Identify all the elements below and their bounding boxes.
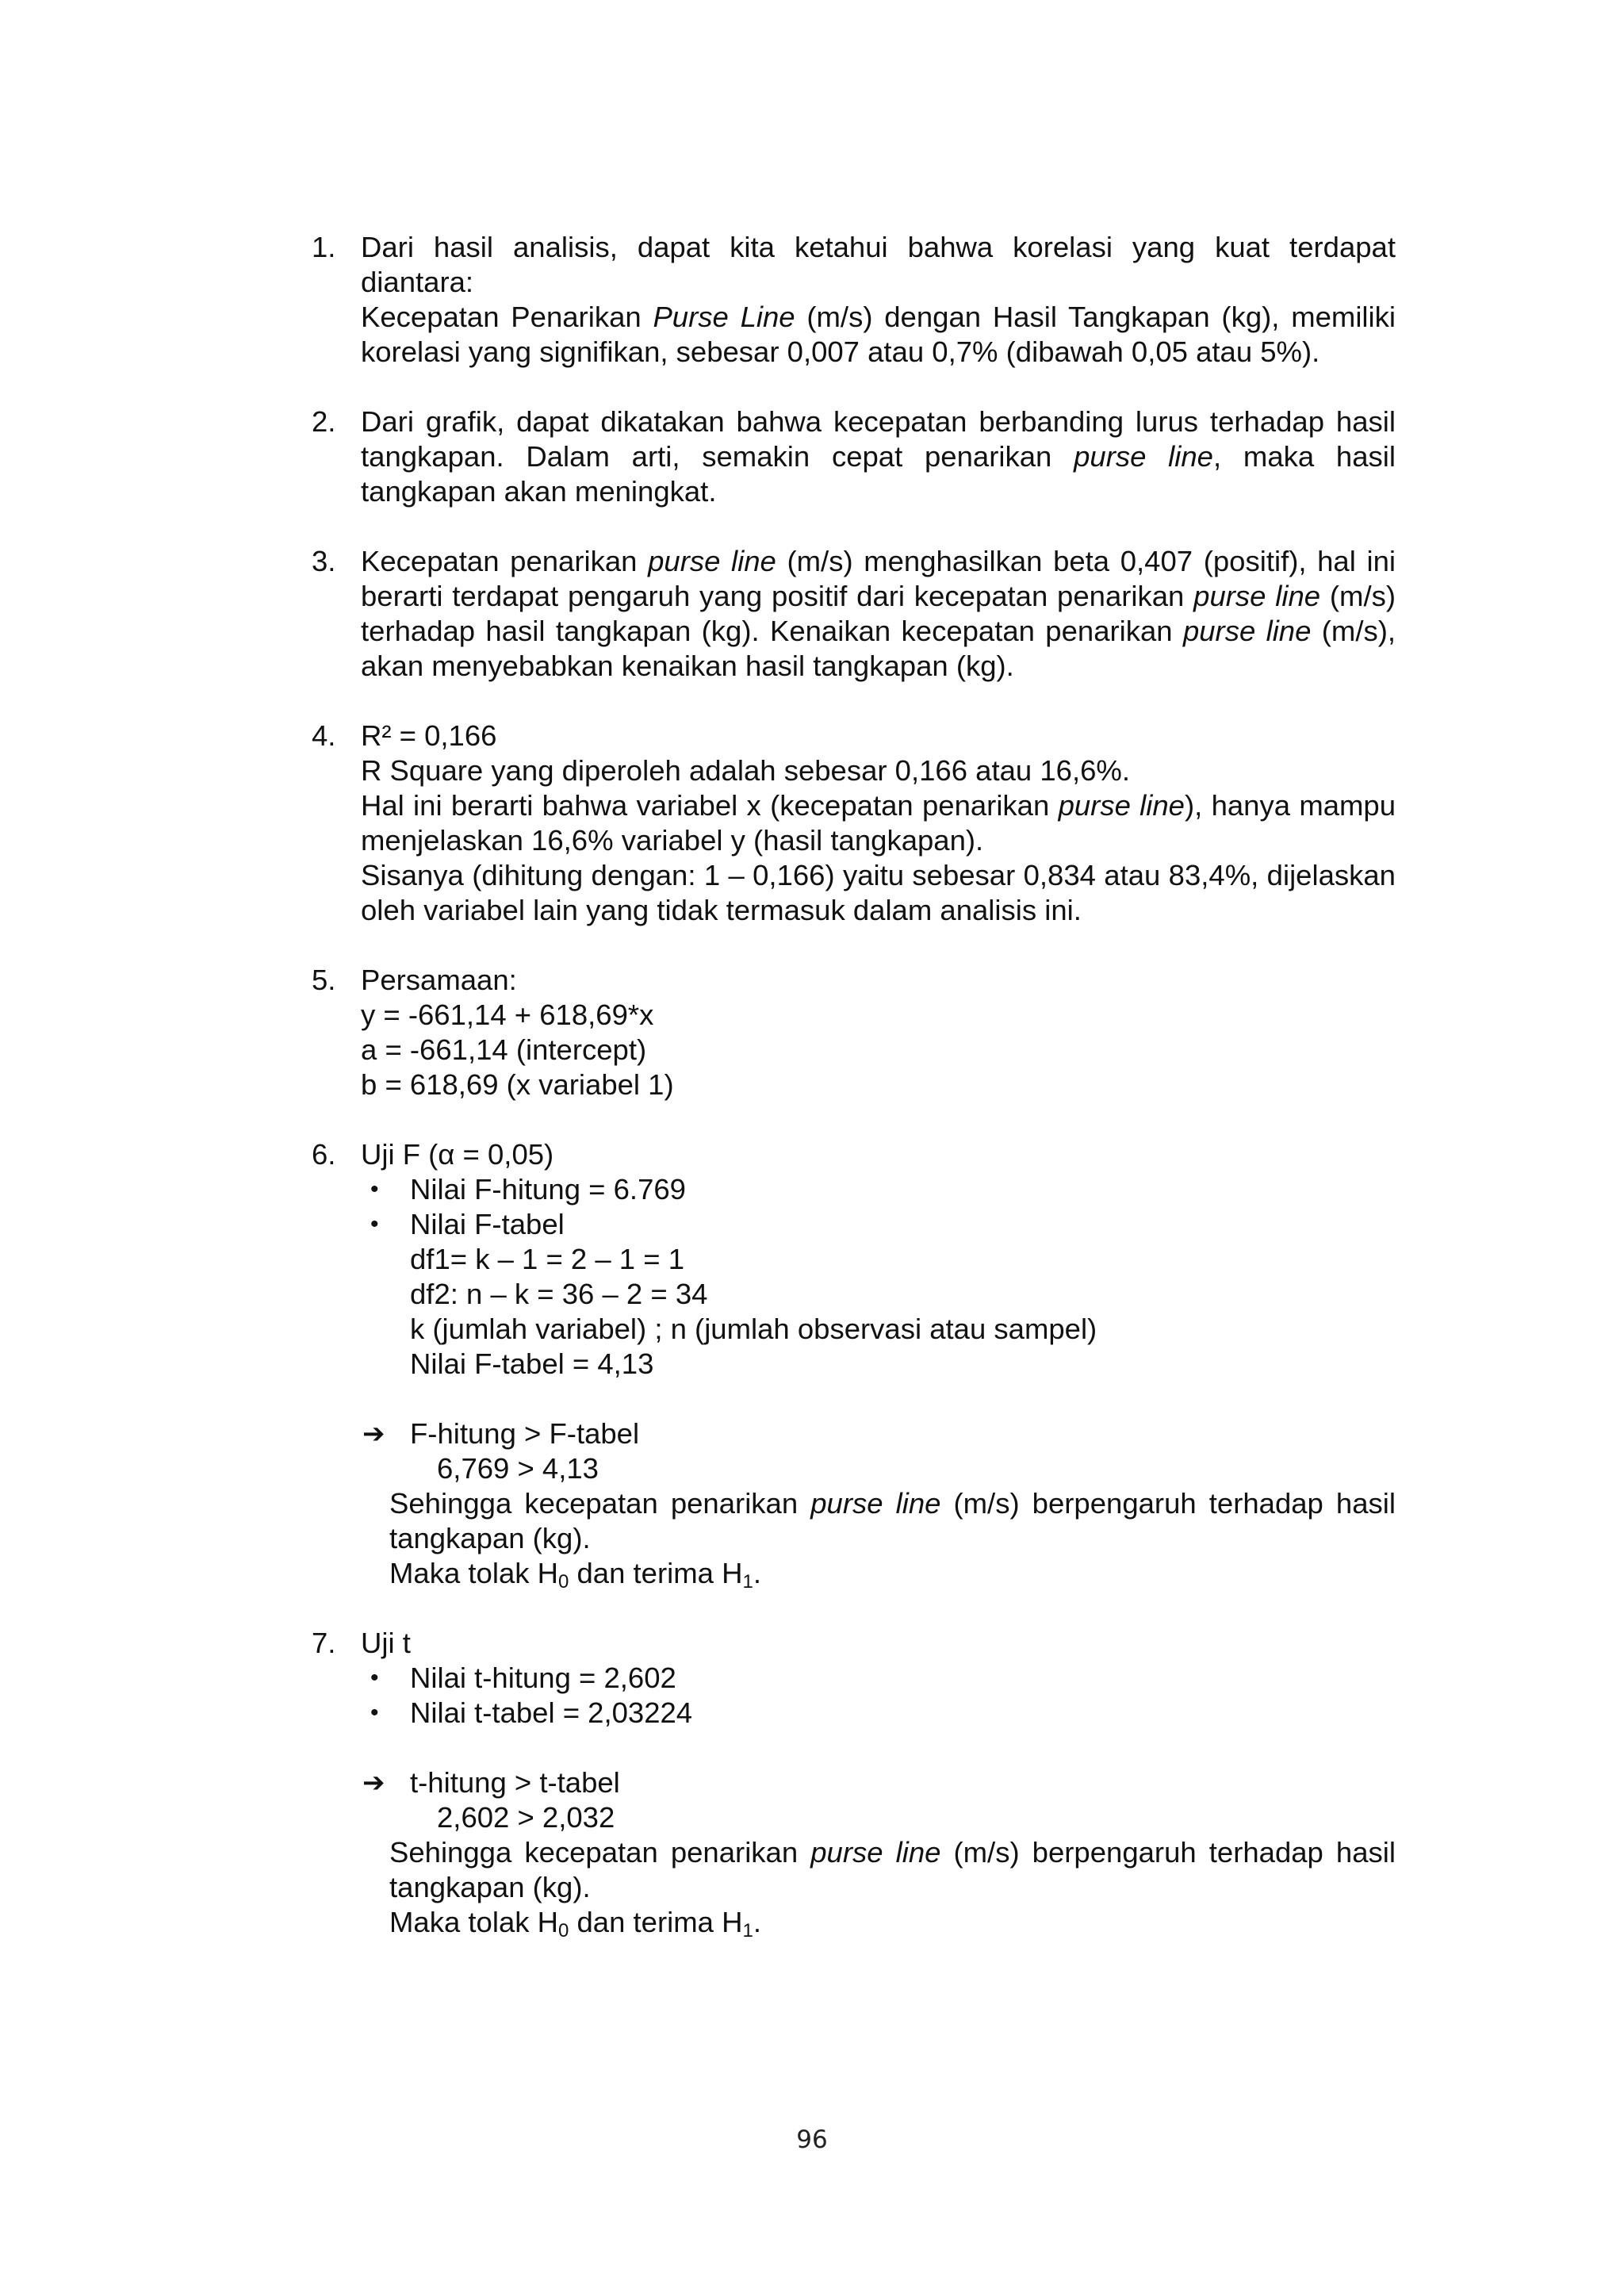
list-item-4 [312, 719, 1396, 928]
italic-term: purse line [1193, 580, 1321, 612]
item-number: 4. [312, 719, 336, 752]
item-number: 2. [312, 405, 336, 438]
paragraph: Sisanya (dihitung dengan: 1 – 0,166) yaitu sebesar 0,834 atau 83,4%, dijelaskan oleh variabel lain yang tidak termasuk dalam analisis ini. [361, 859, 1396, 926]
subscript: 0 [558, 1571, 569, 1593]
paragraph [361, 404, 1396, 509]
paragraph [361, 544, 1396, 684]
text: (m/s) menghasilkan beta 0,407 (positif), hal ini berarti terdapat pengaruh yang positif dari kecepatan penarikan [361, 545, 1396, 612]
text: (m/s), akan menyebabkan kenaikan hasil tangkapan (kg). [361, 615, 1396, 682]
decision-text [361, 1905, 1396, 1940]
italic-term: Purse Line [653, 301, 795, 333]
subscript: 1 [742, 1571, 753, 1593]
list-item-7 [312, 1626, 1396, 1940]
text: Maka tolak H [389, 1557, 558, 1589]
item-number: 1. [312, 231, 336, 263]
text: dan terima H [569, 1906, 743, 1938]
bullet-item [361, 1696, 1396, 1731]
text: (m/s) berpengaruh terhadap hasil tangkapan (kg). [389, 1836, 1396, 1903]
sub-line: k (jumlah variabel) ; n (jumlah observasi atau sampel) [410, 1313, 1097, 1345]
item-title: Uji t [361, 1627, 411, 1659]
text: Nilai F-tabel [410, 1208, 565, 1240]
subscript: 1 [742, 1920, 753, 1941]
sub-line: df1= k – 1 = 2 – 1 = 1 [410, 1243, 685, 1275]
text: (m/s) dengan Hasil Tangkapan (kg), memiliki korelasi yang signifikan, sebesar 0,007 atau 0,7% (dibawah 0,05 atau 5%). [361, 301, 1396, 368]
subscript: 0 [558, 1920, 569, 1941]
bullet-icon: • [370, 1700, 379, 1726]
content-area [312, 230, 1396, 1975]
arrow-right-icon: ➔ [362, 1768, 385, 1798]
italic-term: purse line [1058, 789, 1185, 822]
list-item-5 [312, 963, 1396, 1102]
equation-line: a = -661,14 (intercept) [361, 1033, 647, 1066]
text: Maka tolak H [389, 1906, 558, 1938]
sub-line: Nilai F-tabel = 4,13 [410, 1347, 654, 1380]
inequality: 2,602 > 2,032 [437, 1801, 615, 1834]
paragraph [361, 300, 1396, 370]
bullet-item [361, 1207, 1396, 1242]
inequality: 6,769 > 4,13 [437, 1452, 599, 1485]
paragraph [361, 788, 1396, 858]
text: dan terima H [569, 1557, 743, 1589]
item-title: Persamaan: [361, 964, 517, 996]
text: Nilai t-hitung = 2,602 [410, 1662, 676, 1694]
bullet-item [361, 1172, 1396, 1207]
text: ), hanya mampu menjelaskan 16,6% variabel y (hasil tangkapan). [361, 789, 1396, 857]
text: Sehingga kecepatan penarikan [389, 1487, 811, 1520]
italic-term: purse line [810, 1487, 941, 1520]
bullet-item [361, 1661, 1396, 1696]
list-item-3 [312, 544, 1396, 684]
text: (m/s) terhadap hasil tangkapan (kg). Kenaikan kecepatan penarikan [361, 580, 1396, 647]
text: Dari grafik, dapat dikatakan bahwa kecepatan berbanding lurus terhadap hasil tangkapan. Dalam arti, semakin cepat penarikan [361, 405, 1396, 473]
item-title: Uji F (α = 0,05) [361, 1138, 554, 1171]
text: Kecepatan penarikan [361, 545, 649, 577]
sub-line: df2: n – k = 36 – 2 = 34 [410, 1278, 708, 1310]
paragraph: Dari hasil analisis, dapat kita ketahui bahwa korelasi yang kuat terdapat diantara: [361, 231, 1396, 298]
equation-line: y = -661,14 + 618,69*x [361, 999, 654, 1031]
italic-term: purse line [1182, 615, 1312, 647]
item-number: 5. [312, 964, 336, 996]
list-item-6 [312, 1137, 1396, 1591]
text: Nilai t-tabel = 2,03224 [410, 1696, 693, 1729]
text: t-hitung > t-tabel [410, 1766, 620, 1799]
conclusion-row [361, 1765, 1396, 1800]
text: Kecepatan Penarikan [361, 301, 653, 333]
bullet-icon: • [370, 1176, 379, 1202]
text: (m/s) berpengaruh terhadap hasil tangkapan (kg). [389, 1487, 1396, 1554]
text: Hal ini berarti bahwa variabel x (kecepatan penarikan [361, 789, 1059, 822]
equation-line: b = 618,69 (x variabel 1) [361, 1068, 674, 1101]
text: F-hitung > F-tabel [410, 1417, 640, 1450]
text: , maka hasil tangkapan akan meningkat. [361, 440, 1396, 508]
conclusion-row [361, 1416, 1396, 1451]
item-number: 6. [312, 1138, 336, 1171]
bullet-icon: • [370, 1211, 379, 1237]
conclusion-text [361, 1486, 1396, 1556]
item-number: 7. [312, 1627, 336, 1659]
bullet-icon: • [370, 1665, 379, 1691]
decision-text [361, 1556, 1396, 1591]
text: . [753, 1557, 761, 1589]
item-title: R² = 0,166 [361, 719, 497, 752]
list-item-1 [312, 230, 1396, 370]
item-number: 3. [312, 545, 336, 577]
paragraph: R Square yang diperoleh adalah sebesar 0,166 atau 16,6%. [361, 754, 1130, 787]
page-number: 96 [796, 2125, 828, 2154]
text: Sehingga kecepatan penarikan [389, 1836, 811, 1869]
italic-term: purse line [810, 1836, 941, 1869]
list-item-2 [312, 404, 1396, 509]
text: . [753, 1906, 761, 1938]
text: Nilai F-hitung = 6.769 [410, 1173, 686, 1205]
arrow-right-icon: ➔ [362, 1419, 385, 1449]
italic-term: purse line [1074, 440, 1213, 473]
conclusion-text [361, 1835, 1396, 1905]
italic-term: purse line [648, 545, 776, 577]
